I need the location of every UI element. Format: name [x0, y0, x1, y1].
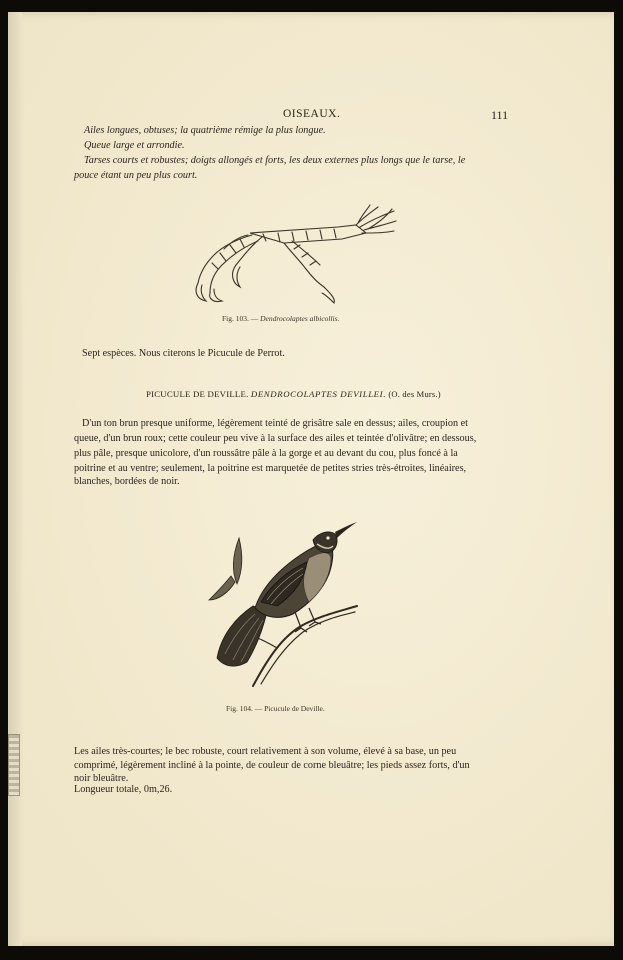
running-header-title: OISEAUX. [283, 108, 341, 120]
binding-clip [8, 734, 20, 796]
species-latin-name: DENDROCOLAPTES DEVILLEI. [250, 389, 386, 399]
final-paragraph-line: noir bleuâtre. [74, 773, 129, 784]
description-line: poitrine et au ventre; seulement, la poitrine est marquetée de petites stries très-étroites, linéaires, [74, 463, 467, 474]
character-line: pouce étant un peu plus court. [74, 170, 198, 181]
character-line: Tarses courts et robustes; doigts allongés et forts, les deux externes plus longs que le tarse, le [84, 155, 466, 166]
character-line: Ailes longues, obtuses; la quatrième rémige la plus longue. [84, 125, 326, 136]
species-heading [146, 389, 441, 399]
figure-103-label: Fig. 103. — [222, 314, 259, 323]
figure-103-species: Dendrocolaptes albicollis. [260, 314, 340, 323]
foot-engraving-illustration [188, 203, 400, 305]
description-line: plus pâle, presque unicolore, d'un roussâtre pâle à la gorge et au devant du cou, plus foncé à la [74, 448, 458, 459]
final-paragraph-line: comprimé, légèrement incliné à la pointe, de couleur de corne bleuâtre; les pieds assez forts, d'un [74, 760, 470, 771]
page-gutter [8, 12, 22, 946]
total-length-line: Longueur totale, 0m,26. [74, 784, 173, 795]
character-line: Queue large et arrondie. [84, 140, 185, 151]
species-authority: (O. des Murs.) [388, 389, 441, 399]
description-line: queue, d'un brun roux; cette couleur peu vive à la surface des ailes et teintée d'olivâtre; en dessous, [74, 433, 477, 444]
bird-engraving-illustration [205, 518, 362, 690]
description-line: blanches, bordées de noir. [74, 476, 180, 487]
species-name: PICUCULE DE DEVILLE. [146, 389, 249, 399]
figure-103-caption [222, 314, 339, 323]
intro-text: Sept espèces. Nous citerons le Picucule de Perrot. [82, 348, 285, 359]
page-number: 111 [491, 108, 509, 122]
description-line: D'un ton brun presque uniforme, légèrement teinté de grisâtre sale en dessus; ailes, croupion et [82, 418, 469, 429]
figure-104-caption: Fig. 104. — Picucule de Deville. [226, 704, 325, 713]
final-paragraph-line: Les ailes très-courtes; le bec robuste, court relativement à son volume, élevé à sa base, un peu [74, 746, 457, 757]
